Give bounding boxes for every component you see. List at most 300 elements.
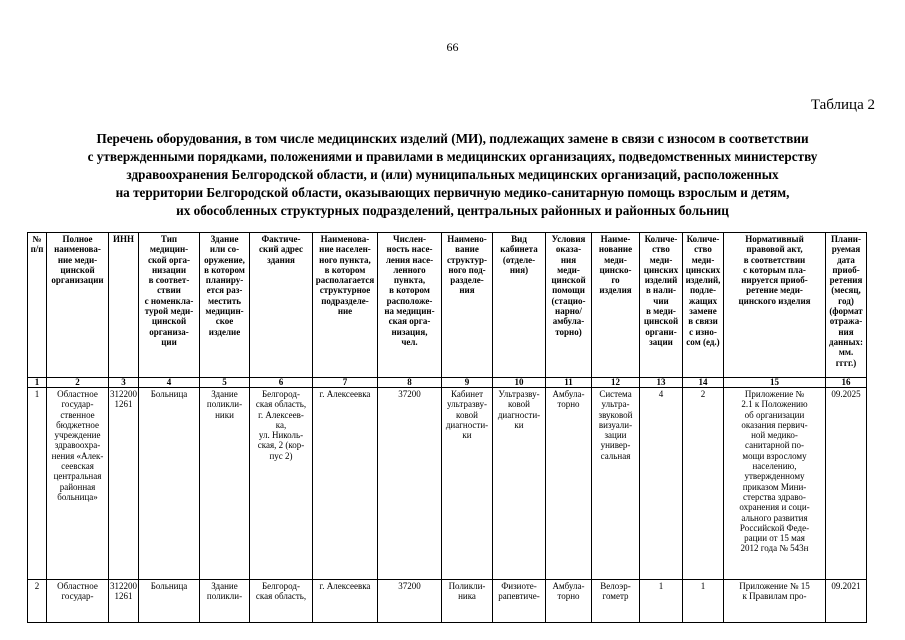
cell-text-line: (отделе- (502, 254, 536, 265)
cell-text-line: разделе- (450, 275, 484, 286)
cell-text-line: помощи (552, 285, 585, 296)
column-number (250, 378, 313, 388)
cell-text-line: универ- (600, 440, 631, 451)
cell-text-line: Фактиче- (261, 234, 301, 244)
cell-text-line: (стацио- (551, 295, 586, 306)
cell-text-line: Поликли- (448, 581, 486, 591)
cell-text-line: пункта, (393, 275, 426, 286)
cell-text-line: 9 (464, 377, 470, 387)
cell-text-line: 6 (278, 377, 284, 387)
table-cell (683, 388, 724, 580)
cell-text-line: ки (462, 430, 472, 441)
cell-text-line: Наименова- (320, 234, 370, 244)
cell-text-line: Наимено- (447, 234, 487, 244)
cell-text-line: ления насе- (385, 254, 434, 265)
column-number (640, 378, 683, 388)
cell-text-line: в котором (389, 285, 430, 296)
cell-text-line: 1261 (114, 591, 133, 602)
cell-text-line: планиру- (205, 275, 244, 286)
cell-text-line: ское (215, 316, 234, 327)
cell-text-line: Система (599, 389, 632, 399)
cell-text-line: бюджетное (56, 419, 99, 430)
cell-text-line: (месяц, (831, 285, 861, 296)
cell-text-line: поликли- (206, 399, 243, 410)
table-cell (109, 388, 139, 580)
table-cell (493, 388, 546, 580)
cell-text-line: вание (455, 244, 479, 255)
cell-text-line: ние населен- (319, 244, 371, 255)
cell-text-line: ника (458, 591, 476, 602)
cell-text-line: амбула- (552, 316, 585, 327)
column-number (442, 378, 493, 388)
cell-text-line: Кабинет (450, 389, 484, 399)
cell-text-line: Приложение № (744, 389, 805, 399)
cell-text-line: г. Алексеевка (319, 581, 371, 591)
cell-text-line: мм. (838, 347, 854, 358)
cell-text-line: цинско- (599, 264, 632, 275)
cell-text-line: 3 (121, 377, 126, 387)
cell-text-line: стерства здраво- (743, 491, 806, 502)
table-label: Таблица 2 (810, 97, 875, 113)
cell-text-line: 37200 (398, 581, 421, 591)
cell-text-line: Амбула- (552, 581, 585, 591)
cell-text-line: Белгород- (262, 389, 300, 399)
title-line: их обособленных структурных подразделений, центральных районных и районных больниц (176, 203, 729, 218)
cell-text-line: г. Алексеев- (258, 409, 304, 420)
cell-text-line: жащих (688, 295, 718, 306)
cell-text-line: отража- (829, 316, 863, 327)
cell-text-line: Тип (160, 234, 178, 244)
column-header (493, 233, 546, 378)
column-number (546, 378, 592, 388)
cell-text-line: ковой (456, 409, 478, 420)
column-number (47, 378, 109, 388)
cell-text-line: ние меди- (57, 254, 98, 265)
cell-text-line: г. Алексеевка (319, 389, 371, 399)
cell-text-line: 12 (611, 377, 620, 387)
table-cell (139, 580, 200, 623)
cell-text-line: 10 (514, 377, 524, 387)
column-header (139, 233, 200, 378)
column-header (640, 233, 683, 378)
table-cell (47, 580, 109, 623)
column-number (826, 378, 867, 388)
cell-text-line: Здание (211, 389, 238, 399)
table-cell (109, 580, 139, 623)
cell-text-line: сом (ед.) (686, 336, 720, 347)
cell-text-line: наименова- (54, 244, 101, 255)
cell-text-line: ственное (60, 409, 95, 420)
cell-text-line: Наиме- (600, 234, 631, 244)
header-row (28, 233, 867, 378)
cell-text-line: меди- (557, 264, 580, 275)
cell-text-line: Здание (210, 234, 239, 244)
column-header (592, 233, 640, 378)
cell-text-line: зации (649, 336, 673, 347)
cell-text-line: охранения и соци- (739, 502, 810, 513)
cell-text-line: ская область, (255, 591, 307, 602)
table-cell (28, 388, 47, 580)
cell-text-line: торно) (555, 326, 582, 337)
cell-text-line: ствии (157, 285, 181, 296)
table-cell (546, 388, 592, 580)
cell-text-line: больница» (57, 491, 98, 502)
cell-text-line: ский адрес (259, 244, 303, 255)
column-number (724, 378, 826, 388)
column-header (378, 233, 442, 378)
cell-text-line: подле- (689, 285, 717, 296)
cell-text-line: гометр (602, 591, 629, 602)
cell-text-line: 1 (34, 389, 40, 399)
cell-text-line: год) (838, 295, 854, 306)
cell-text-line: ние (337, 306, 353, 317)
column-header (47, 233, 109, 378)
column-header (313, 233, 378, 378)
cell-text-line: районная (59, 481, 96, 492)
cell-text-line: 2 (75, 377, 80, 387)
cell-text-line: с которым пла- (743, 264, 806, 275)
title-line: на территории Белгородской области, оказывающих первичную медико-санитарную помощь взрослым и детям, (115, 185, 790, 200)
cell-text-line: руемая (831, 244, 861, 255)
cell-text-line: об организации (744, 409, 805, 420)
cell-text-line: кабинета (500, 244, 538, 255)
cell-text-line: Числен- (392, 234, 426, 244)
cell-text-line: изделий (644, 275, 678, 286)
table-cell (250, 580, 313, 623)
cell-text-line: ния (459, 285, 475, 296)
column-header (109, 233, 139, 378)
cell-text-line: 09.2025 (831, 389, 861, 399)
cell-text-line: на медицин- (384, 306, 435, 317)
table-cell (200, 388, 250, 580)
cell-text-line: ская, 2 (кор- (257, 440, 305, 451)
column-number (139, 378, 200, 388)
cell-text-line: сеевская (61, 461, 94, 472)
cell-text-line: 4 (658, 389, 664, 399)
cell-text-line: Вид (511, 234, 527, 244)
column-header (442, 233, 493, 378)
column-header (200, 233, 250, 378)
cell-text-line: в котором (204, 264, 245, 275)
cell-text-line: Здание (211, 581, 238, 591)
equipment-table (27, 232, 867, 623)
cell-text-line: ния (560, 254, 577, 265)
cell-text-line: приказом Мини- (742, 481, 807, 492)
column-header (28, 233, 47, 378)
cell-text-line: Приложение № 15 (739, 581, 810, 591)
cell-text-line: в соответствии (743, 254, 806, 265)
cell-text-line: ретение меди- (746, 285, 803, 296)
cell-text-line: Больница (150, 389, 188, 399)
column-number (109, 378, 139, 388)
column-header (546, 233, 592, 378)
cell-text-line: визуали- (598, 419, 633, 430)
table-row (28, 580, 867, 623)
cell-text-line: цинских (643, 264, 679, 275)
table-cell (378, 388, 442, 580)
cell-text-line: ультразву- (447, 399, 487, 410)
cell-text-line: 13 (656, 377, 666, 387)
cell-text-line: данных: (829, 336, 863, 347)
cell-text-line: рапевтиче- (498, 591, 540, 602)
table-cell (442, 580, 493, 623)
cell-text-line: ковой (508, 399, 530, 410)
cell-text-line: 09.2021 (831, 581, 861, 591)
cell-text-line: мощи взрослому (742, 450, 807, 461)
table-cell (724, 580, 826, 623)
cell-text-line: ется раз- (206, 285, 243, 296)
table-cell (640, 388, 683, 580)
cell-text-line: в нали- (645, 285, 677, 296)
cell-text-line: го (611, 275, 620, 286)
cell-text-line: утвержденному (744, 471, 805, 482)
cell-text-line: местить (207, 295, 242, 306)
cell-text-line: 2 (700, 389, 706, 399)
cell-text-line: ка, (275, 419, 287, 430)
cell-text-line: № (32, 234, 42, 244)
cell-text-line: Количе- (644, 234, 678, 244)
cell-text-line: ного под- (448, 264, 486, 275)
cell-text-line: Нормативный (745, 234, 804, 244)
cell-text-line: расположе- (386, 295, 433, 306)
cell-text-line: санитарной по- (745, 440, 804, 451)
cell-text-line: структурное (319, 285, 371, 296)
cell-text-line: гггг.) (835, 357, 857, 368)
cell-text-line: органи- (645, 326, 677, 337)
cell-text-line: 1 (34, 377, 40, 387)
cell-text-line: нируется приоб- (741, 275, 808, 286)
cell-text-line: 11 (564, 377, 573, 387)
cell-text-line: меди- (649, 254, 673, 265)
cell-text-line: ции (161, 336, 177, 347)
cell-text-line: ской орга- (147, 254, 191, 265)
table-cell (442, 388, 493, 580)
table-cell (493, 580, 546, 623)
cell-text-line: подразделе- (321, 295, 369, 306)
cell-text-line: оказа- (555, 244, 582, 255)
cell-text-line: цинской (643, 316, 679, 327)
cell-text-line: здравоохра- (54, 440, 101, 451)
cell-text-line: в соответ- (148, 275, 190, 286)
cell-text-line: диагности- (497, 409, 541, 420)
table-cell (826, 580, 867, 623)
cell-text-line: в котором (324, 264, 366, 275)
cell-text-line: торно (557, 399, 580, 410)
cell-text-line: замене (689, 306, 717, 317)
table-cell (640, 580, 683, 623)
cell-text-line: низация, (391, 326, 428, 337)
cell-text-line: нения «Алек- (51, 450, 104, 461)
cell-text-line: организации (51, 275, 104, 286)
cell-text-line: ул. Николь- (258, 430, 304, 441)
cell-text-line: 8 (407, 377, 412, 387)
table-cell (47, 388, 109, 580)
cell-text-line: Плани- (831, 234, 861, 244)
cell-text-line: в меди- (646, 306, 676, 317)
cell-text-line: 37200 (398, 389, 421, 399)
cell-text-line: оружение, (204, 254, 245, 265)
cell-text-line: Областное (57, 389, 98, 399)
table-cell (683, 580, 724, 623)
cell-text-line: изделия (599, 285, 632, 296)
table-cell (546, 580, 592, 623)
cell-text-line: ной медико- (751, 430, 798, 441)
cell-text-line: торно (557, 591, 580, 602)
cell-text-line: Количе- (686, 234, 720, 244)
table-cell (313, 388, 378, 580)
column-number (592, 378, 640, 388)
cell-text-line: чии (653, 295, 669, 306)
column-number (378, 378, 442, 388)
column-header (683, 233, 724, 378)
cell-text-line: медицин- (205, 306, 244, 317)
cell-text-line: с номенкла- (144, 295, 194, 306)
cell-text-line: государ- (61, 591, 94, 602)
cell-text-line: ство (652, 244, 670, 255)
column-header (250, 233, 313, 378)
cell-text-line: 2 (34, 581, 40, 591)
cell-text-line: ская орга- (388, 316, 431, 327)
cell-text-line: Областное (57, 581, 98, 591)
cell-text-line: (формат (829, 306, 863, 317)
cell-text-line: ки (514, 419, 524, 430)
cell-text-line: 14 (698, 377, 708, 387)
cell-text-line: изделий, (685, 275, 721, 286)
column-header (724, 233, 826, 378)
cell-text-line: Белгород- (262, 581, 300, 591)
cell-text-line: сальная (600, 450, 631, 461)
cell-text-line: учреждение (54, 430, 101, 441)
cell-text-line: 312200 (110, 389, 137, 399)
cell-text-line: Велоэр- (600, 581, 631, 591)
cell-text-line: 4 (166, 377, 172, 387)
table-cell (826, 388, 867, 580)
cell-text-line: низации (151, 264, 187, 275)
cell-text-line: располагается (315, 275, 375, 286)
column-number (28, 378, 47, 388)
column-number (493, 378, 546, 388)
cell-text-line: цинских (685, 264, 721, 275)
cell-text-line: в связи (688, 316, 718, 327)
cell-text-line: здания (267, 254, 295, 265)
cell-text-line: поликли- (206, 591, 243, 602)
cell-text-line: ленного (393, 264, 426, 275)
cell-text-line: Условия (551, 234, 586, 244)
table-row (28, 388, 867, 580)
cell-text-line: меди- (691, 254, 715, 265)
cell-text-line: Амбула- (552, 389, 585, 399)
cell-text-line: 1 (700, 581, 706, 591)
page-number: 66 (446, 40, 459, 54)
table-cell (592, 388, 640, 580)
cell-text-line: нарно/ (555, 306, 582, 317)
cell-text-line: цинской (151, 316, 187, 327)
table-cell (28, 580, 47, 623)
cell-text-line: 16 (841, 377, 851, 387)
cell-text-line: к Правилам про- (742, 591, 807, 602)
cell-text-line: цинской (551, 275, 586, 286)
cell-text-line: ретения (829, 275, 863, 286)
cell-text-line: турой меди- (144, 306, 194, 317)
cell-text-line: 5 (222, 377, 227, 387)
cell-text-line: центральная (53, 471, 102, 482)
title-line: с утвержденными порядками, положениями и правилами в медицинских организациях, подведомственных министерству (87, 149, 818, 164)
cell-text-line: цинской (60, 264, 95, 275)
cell-text-line: ники (215, 409, 234, 420)
cell-text-line: 2.1 к Положению (741, 399, 808, 410)
cell-text-line: ность насе- (386, 244, 433, 255)
document-title (20, 130, 885, 220)
cell-text-line: или со- (209, 244, 240, 255)
cell-text-line: ультра- (601, 399, 630, 410)
cell-text-line: ния (838, 326, 854, 337)
cell-text-line: рации от 15 мая (744, 533, 805, 544)
column-number (200, 378, 250, 388)
cell-text-line: Физиоте- (501, 581, 537, 591)
cell-text-line: чел. (401, 336, 418, 347)
cell-text-line: государ- (61, 399, 94, 410)
cell-text-line: пус 2) (269, 450, 293, 461)
cell-text-line: 7 (342, 377, 348, 387)
cell-text-line: ИНН (112, 234, 134, 244)
cell-text-line: меди- (604, 254, 627, 265)
cell-text-line: с изно- (689, 326, 717, 337)
cell-text-line: медицин- (149, 244, 189, 255)
table-cell (592, 580, 640, 623)
cell-text-line: 15 (770, 377, 779, 387)
cell-text-line: Полное (62, 234, 93, 244)
cell-text-line: Российской Феде- (739, 522, 810, 533)
title-line: Перечень оборудования, в том числе медицинских изделий (МИ), подлежащих замене в связи с износом в соответствии (96, 131, 809, 146)
table-cell (724, 388, 826, 580)
cell-text-line: изделие (208, 326, 241, 337)
cell-text-line: 1261 (114, 399, 133, 410)
cell-text-line: 2012 года № 543н (740, 543, 809, 554)
cell-text-line: населению, (752, 461, 797, 472)
cell-text-line: звуковой (598, 409, 633, 420)
table-cell (139, 388, 200, 580)
cell-text-line: диагности- (445, 419, 489, 430)
cell-text-line: ального развития (741, 512, 808, 523)
column-number (313, 378, 378, 388)
column-header (826, 233, 867, 378)
title-line: здравоохранения Белгородской области, и (или) муниципальных медицинских организаций, расположенных (126, 167, 779, 182)
cell-text-line: ния) (509, 264, 529, 275)
cell-text-line: п/п (30, 244, 44, 255)
cell-text-line: структур- (447, 254, 487, 265)
table-cell (250, 388, 313, 580)
column-number (683, 378, 724, 388)
cell-text-line: правовой акт, (746, 244, 803, 255)
cell-text-line: организа- (149, 326, 189, 337)
cell-text-line: цинского изделия (738, 295, 811, 306)
cell-text-line: ство (694, 244, 712, 255)
cell-text-line: нование (598, 244, 633, 255)
cell-text-line: 1 (658, 581, 664, 591)
column-number-row (28, 378, 867, 388)
cell-text-line: дата (837, 254, 855, 265)
table-cell (378, 580, 442, 623)
cell-text-line: ская область, (255, 399, 307, 410)
cell-text-line: оказания первич- (741, 419, 808, 430)
cell-text-line: 312200 (110, 581, 137, 591)
cell-text-line: Ультразву- (498, 389, 540, 399)
cell-text-line: Больница (150, 581, 188, 591)
table-cell (313, 580, 378, 623)
cell-text-line: зации (604, 430, 627, 441)
table-cell (200, 580, 250, 623)
cell-text-line: ного пункта, (319, 254, 371, 265)
